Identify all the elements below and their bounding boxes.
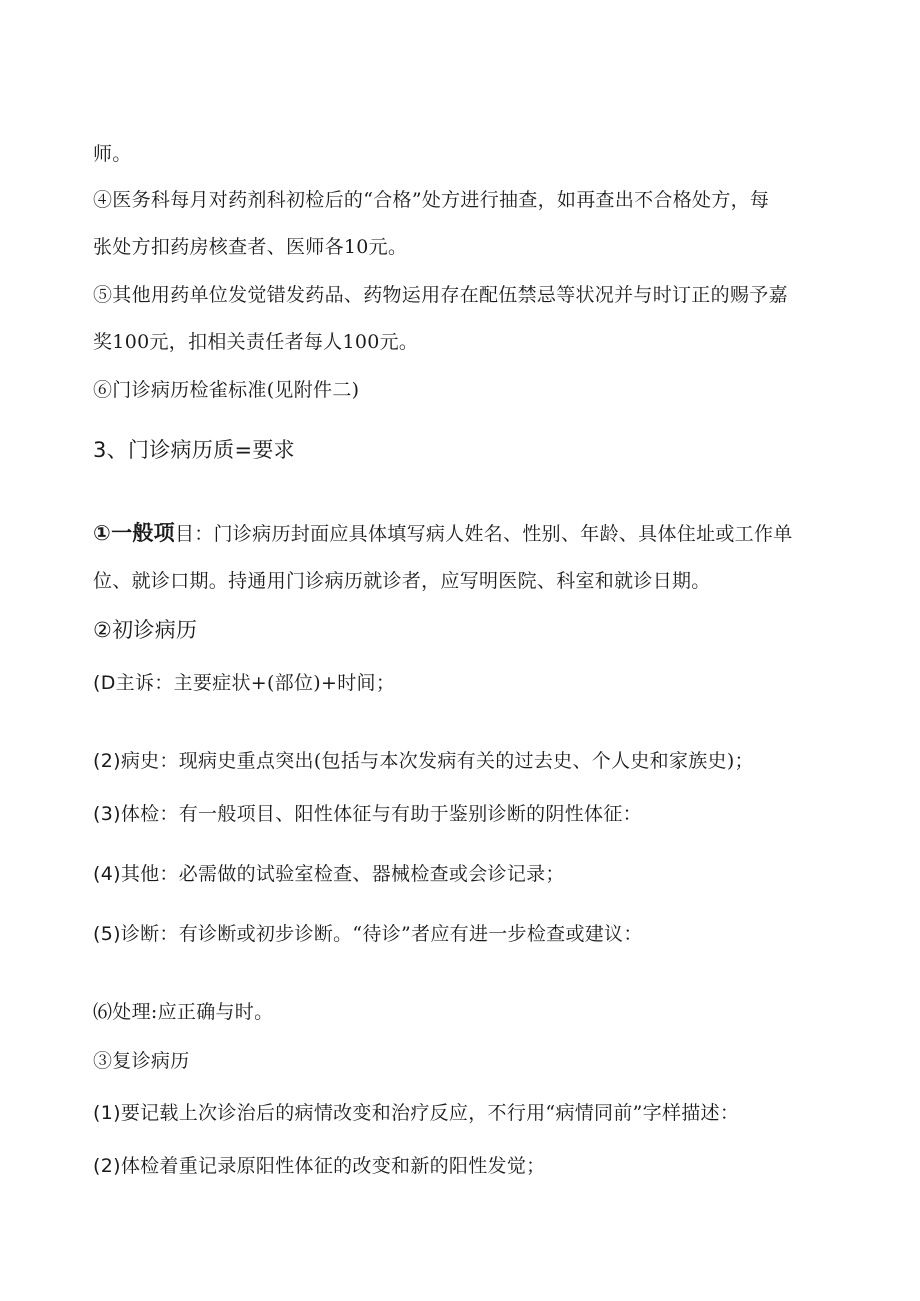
list-item-text: 体检着重记录原阳性体征的改变和新的阳性发觉； bbox=[120, 1155, 546, 1177]
list-item-text: 要记载上次诊治后的病情改变和治疗反应，不行用“病情同前”字样描述： bbox=[120, 1102, 740, 1124]
list-item bbox=[93, 1154, 833, 1178]
list-item bbox=[93, 802, 833, 826]
list-item-number: (4) bbox=[93, 863, 121, 885]
list-item-text: 其他：必需做的试验室检查、器械检查或会诊记录； bbox=[120, 863, 565, 885]
list-item bbox=[93, 1101, 833, 1125]
general-items-label: ①一般项 bbox=[93, 521, 175, 545]
paragraph-item-4: ④医务科每月对药剂科初检后的“合格”处方进行抽查，如再查出不合格处方，每 bbox=[93, 189, 770, 211]
subsection-heading-initial: ②初诊病历 bbox=[93, 618, 198, 642]
list-item-number: (1) bbox=[93, 1102, 121, 1124]
list-item bbox=[93, 862, 833, 886]
list-item bbox=[93, 671, 833, 695]
list-item-number: (2) bbox=[93, 1155, 121, 1177]
paragraph-item-5: ⑤其他用药单位发觉错发药品、药物运用存在配伍禁忌等状况并与时订正的赐予嘉 bbox=[93, 284, 788, 306]
general-items-paragraph bbox=[93, 521, 833, 546]
text-line: 位、就诊口期。持通用门诊病历就诊者，应写明医院、科室和就诊日期。 bbox=[93, 570, 711, 592]
list-item: ⑹处理:应正确与时。 bbox=[93, 1001, 274, 1023]
list-item-text: 诊断：有诊断或初步诊断。“待诊”者应有进一步检查或建议： bbox=[120, 923, 643, 945]
list-item-text: 体检：有一般项目、阳性体征与有助于鉴别诊断的阴性体征： bbox=[120, 803, 642, 825]
list-item-number: (D bbox=[93, 672, 116, 694]
text-line: 奖100元，扣相关责任者每人100元。 bbox=[93, 331, 419, 353]
paragraph-item-6: ⑥门诊病历检雀标准(见附件二) bbox=[93, 379, 360, 401]
list-item-number: (5) bbox=[93, 923, 121, 945]
text-line: 张处方扣药房核查者、医师各10元。 bbox=[93, 236, 408, 258]
list-item bbox=[93, 922, 833, 946]
general-items-text: 目：门诊病历封面应具体填写病人姓名、性别、年龄、具体住址或工作单 bbox=[174, 523, 793, 545]
list-item-number: (2) bbox=[93, 750, 121, 772]
list-item-text: 病史：现病史重点突出(包括与本次发病有关的过去史、个人史和家族史)； bbox=[120, 750, 754, 772]
subsection-heading-followup: ③复诊病历 bbox=[93, 1050, 190, 1072]
section-heading: 3、门诊病历质=要求 bbox=[93, 438, 295, 462]
list-item-number: (3) bbox=[93, 803, 121, 825]
text-line: 师。 bbox=[93, 143, 132, 165]
list-item-text: 主诉：主要症状+(部位)+时间； bbox=[115, 672, 396, 694]
list-item bbox=[93, 749, 833, 773]
